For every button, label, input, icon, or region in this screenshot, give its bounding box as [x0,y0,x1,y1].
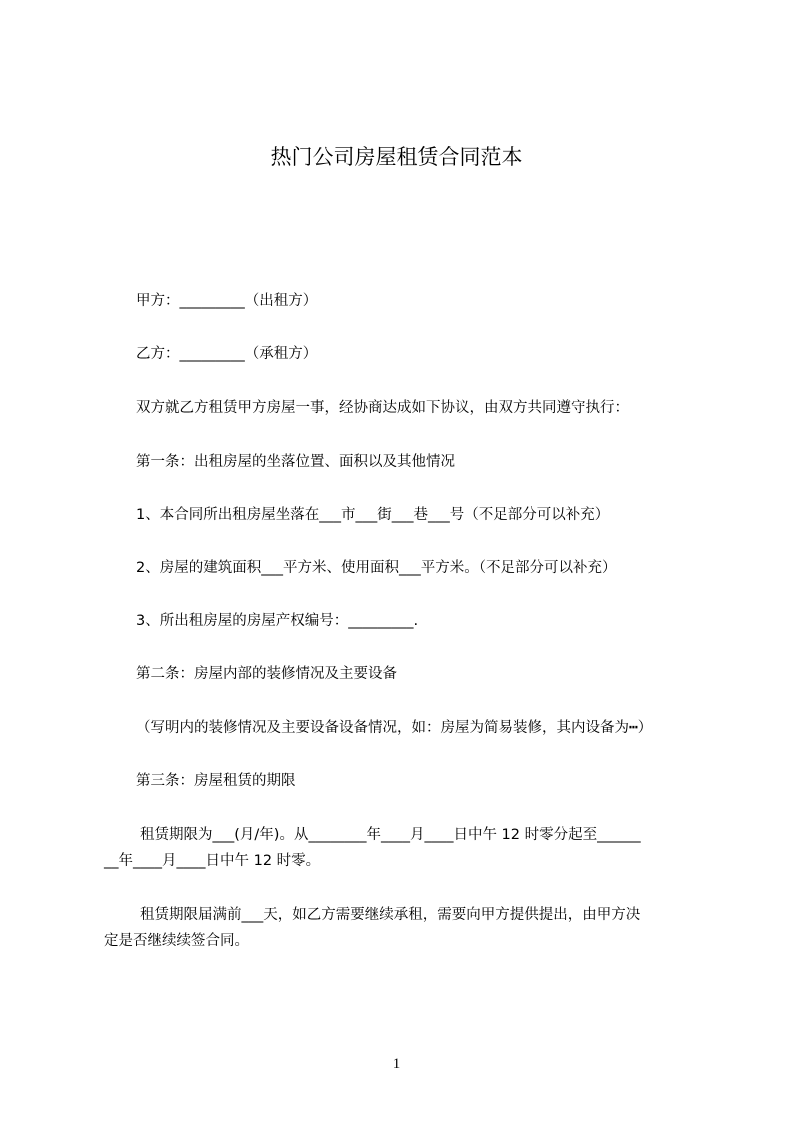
intro-paragraph: 双方就乙方租赁甲方房屋一事，经协商达成如下协议，由双方共同遵守执行： [136,400,629,416]
article1-item3: 3、所出租房屋的房屋产权编号：_________. [136,613,419,629]
article3-heading: 第三条：房屋租赁的期限 [136,773,296,789]
article2-note: （写明内的装修情况及主要设备设备情况，如：房屋为简易装修，其内设备为┅） [136,720,653,736]
page-number: 1 [392,1056,401,1072]
term-line-2: __年____月____日中午 12 时零。 [104,853,321,869]
renewal-line-1: 租赁期限届满前___天，如乙方需要继续承租，需要向甲方提供提出，由甲方决 [140,907,641,923]
term-line-1: 租赁期限为___(月/年)。从________年____月____日中午 12 时零分起至______ [140,827,641,843]
document-title: 热门公司房屋租赁合同范本 [270,145,523,169]
article1-item2: 2、房屋的建筑面积___平方米、使用面积___平方米。（不足部分可以补充） [136,560,617,576]
article1-item1: 1、本合同所出租房屋坐落在___市___街___巷___号（不足部分可以补充） [136,507,610,523]
renewal-line-2: 定是否继续续签合同。 [104,933,249,949]
article1-heading: 第一条：出租房屋的坐落位置、面积以及其他情况 [136,454,455,470]
party-b-line: 乙方：_________（承租方） [136,346,318,362]
party-a-line: 甲方：_________（出租方） [136,293,318,309]
article2-heading: 第二条：房屋内部的装修情况及主要设备 [136,666,397,682]
